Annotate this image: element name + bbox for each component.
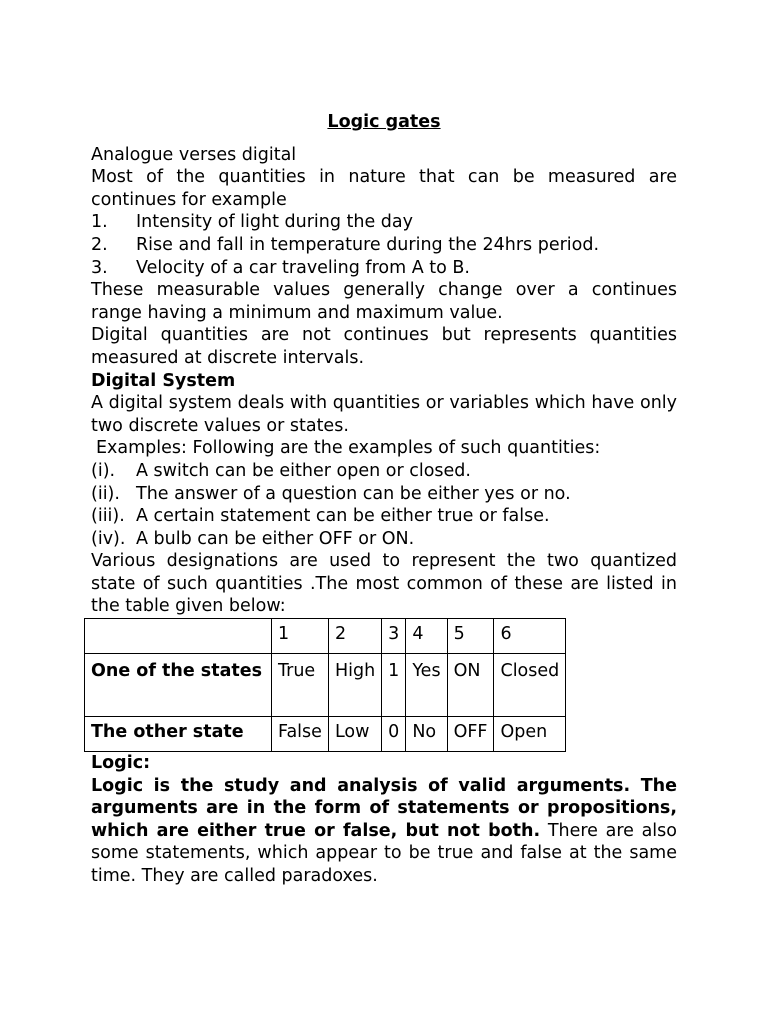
page-title: Logic gates	[327, 112, 441, 132]
list-item-number: (iv).	[91, 528, 126, 549]
table-header-cell: 2	[328, 619, 381, 654]
table-cell: 0	[382, 717, 406, 752]
digital-system-paragraph: A digital system deals with quantities or variables which have only two discrete values or states.	[91, 393, 677, 436]
list-item-number: 2.	[91, 234, 108, 255]
digital-quantities-paragraph: Digital quantities are not continues but represents quantities measured at discrete intervals.	[91, 325, 677, 368]
table-header-cell: 4	[406, 619, 447, 654]
table-cell: ON	[447, 654, 494, 717]
table-cell: Open	[494, 717, 566, 752]
table-cell: Closed	[494, 654, 566, 717]
table-row	[85, 717, 566, 752]
list-item	[91, 505, 677, 528]
continuous-paragraph: These measurable values generally change over a continues range having a minimum and maximum value.	[91, 280, 677, 323]
digital-examples-list	[91, 460, 677, 550]
list-item	[91, 528, 677, 551]
table-cell: OFF	[447, 717, 494, 752]
logic-paradox-text: There are also some statements, which appear to be true and false at the same time. They are called paradoxes.	[91, 820, 677, 887]
section-heading-analogue: Analogue verses digital	[91, 144, 297, 165]
list-item	[91, 483, 677, 506]
examples-intro: Examples: Following are the examples of such quantities:	[96, 438, 601, 459]
table-cell: No	[406, 717, 447, 752]
list-item-text: Rise and fall in temperature during the 24hrs period.	[136, 234, 600, 255]
section-heading-digital-system: Digital System	[91, 370, 236, 391]
section-heading-logic: Logic:	[91, 753, 151, 774]
table-row-label: The other state	[85, 717, 272, 752]
table-cell: High	[328, 654, 381, 717]
analogue-examples-list	[91, 211, 677, 279]
designations-paragraph: Various designations are used to represent the two quantized state of such quantities .The most common of these are listed in the table given below:	[91, 551, 677, 617]
list-item-text: A certain statement can be either true or false.	[136, 506, 550, 527]
list-item-text: Intensity of light during the day	[136, 212, 414, 233]
table-cell: Low	[328, 717, 381, 752]
table-header-cell: 1	[272, 619, 329, 654]
logic-paragraph	[91, 775, 677, 888]
list-item	[91, 234, 677, 257]
list-item	[91, 460, 677, 483]
table-cell: 1	[382, 654, 406, 717]
table-cell: Yes	[406, 654, 447, 717]
list-item-number: 3.	[91, 257, 108, 278]
table-cell: False	[272, 717, 329, 752]
states-table	[84, 618, 566, 752]
list-item-text: A bulb can be either OFF or ON.	[136, 528, 415, 549]
logic-definition: Logic is the study and analysis of valid arguments. The arguments are in the form of statements or propositions, which are either true or false, but not both.	[91, 775, 677, 841]
list-item-text: A switch can be either open or closed.	[136, 460, 471, 481]
table-row-label: One of the states	[85, 654, 272, 717]
intro-paragraph: Most of the quantities in nature that can be measured are continues for example	[91, 167, 677, 210]
table-cell: True	[272, 654, 329, 717]
table-header-cell	[85, 619, 272, 654]
list-item-text: Velocity of a car traveling from A to B.	[136, 257, 470, 278]
list-item-number: (iii).	[91, 506, 125, 527]
list-item-number: (ii).	[91, 483, 120, 504]
list-item-number: 1.	[91, 212, 108, 233]
list-item-text: The answer of a question can be either yes or no.	[136, 483, 571, 504]
list-item-number: (i).	[91, 460, 116, 481]
table-row	[85, 654, 566, 717]
table-header-cell: 6	[494, 619, 566, 654]
list-item	[91, 211, 677, 234]
table-header-row	[85, 619, 566, 654]
table-header-cell: 3	[382, 619, 406, 654]
table-header-cell: 5	[447, 619, 494, 654]
document-body	[91, 111, 677, 888]
list-item	[91, 257, 677, 280]
